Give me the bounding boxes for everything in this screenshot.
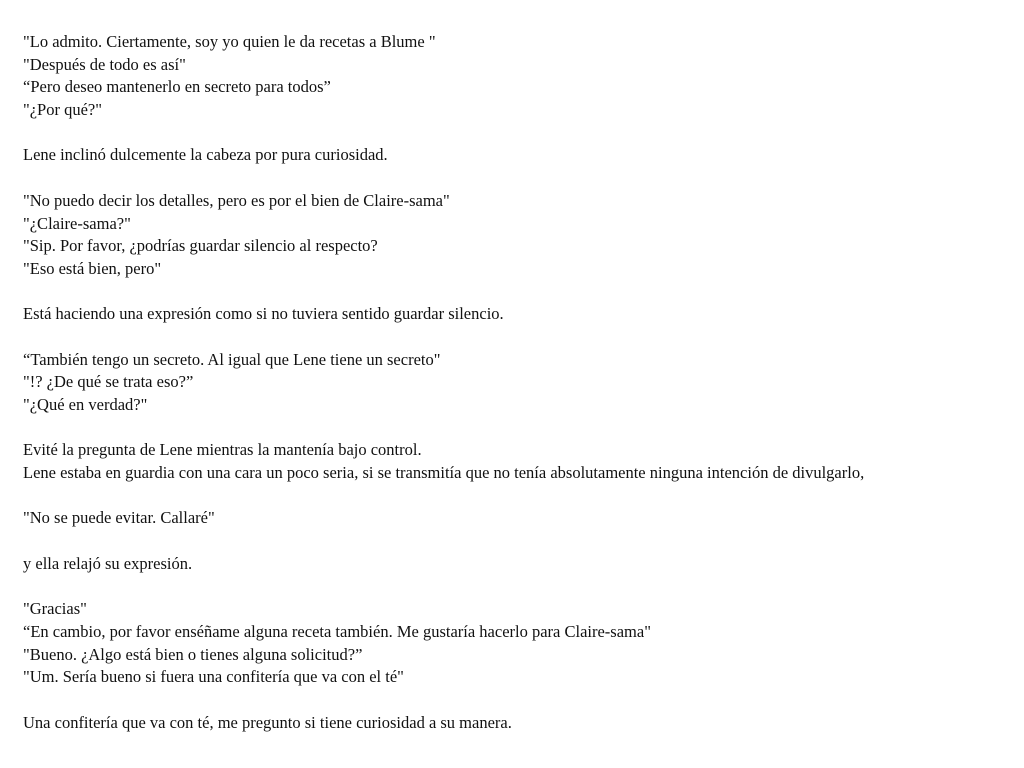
text-line: "!? ¿De qué se trata eso?” [23,372,194,392]
text-line: "Eso está bien, pero" [23,258,162,278]
text-line: "Bueno. ¿Algo está bien o tienes alguna solicitud?” [23,644,363,664]
paragraph-gap [23,122,1024,145]
text-line: “En cambio, por favor enséñame alguna receta también. Me gustaría hacerlo para Claire-sama" [23,621,651,641]
paragraph-gap [23,417,1024,440]
paragraph-gap [23,689,1024,712]
paragraph-gap [23,281,1024,304]
text-line: "Gracias" [23,599,87,619]
text-line: Evité la pregunta de Lene mientras la mantenía bajo control. [23,440,422,460]
paragraph-gap [23,576,1024,599]
text-line: Lene estaba en guardia con una cara un poco seria, si se transmitía que no tenía absolutamente ninguna intención de divulgarlo, [23,463,865,483]
text-line: y ella relajó su expresión. [23,553,193,573]
text-line: Lene inclinó dulcemente la cabeza por pura curiosidad. [23,145,388,165]
paragraph-gap [23,530,1024,553]
text-line: Una confitería que va con té, me pregunto si tiene curiosidad a su manera. [23,712,512,732]
paragraph-gap [23,167,1024,190]
text-line: "Lo admito. Ciertamente, soy yo quien le da recetas a Blume " [23,32,436,51]
text-line: "¿Por qué?" [23,100,102,120]
text-line: "¿Qué en verdad?" [23,395,148,414]
text-line: "Después de todo es así" [23,54,186,74]
text-line: "Um. Sería bueno si fuera una confitería que va con el té" [23,667,404,687]
text-line: "No se puede evitar. Callaré" [23,508,215,528]
text-line: “También tengo un secreto. Al igual que Lene tiene un secreto" [23,349,441,369]
paragraph-gap [23,485,1024,508]
text-line: “Pero deseo mantenerlo en secreto para todos” [23,77,331,97]
text-line: "No puedo decir los detalles, pero es por el bien de Claire-sama" [23,190,450,210]
paragraph-gap [23,326,1024,349]
text-line: Está haciendo una expresión como si no tuviera sentido guardar silencio. [23,304,504,324]
text-line: "Sip. Por favor, ¿podrías guardar silencio al respecto? [23,236,378,256]
text-line: "¿Claire-sama?" [23,213,131,233]
